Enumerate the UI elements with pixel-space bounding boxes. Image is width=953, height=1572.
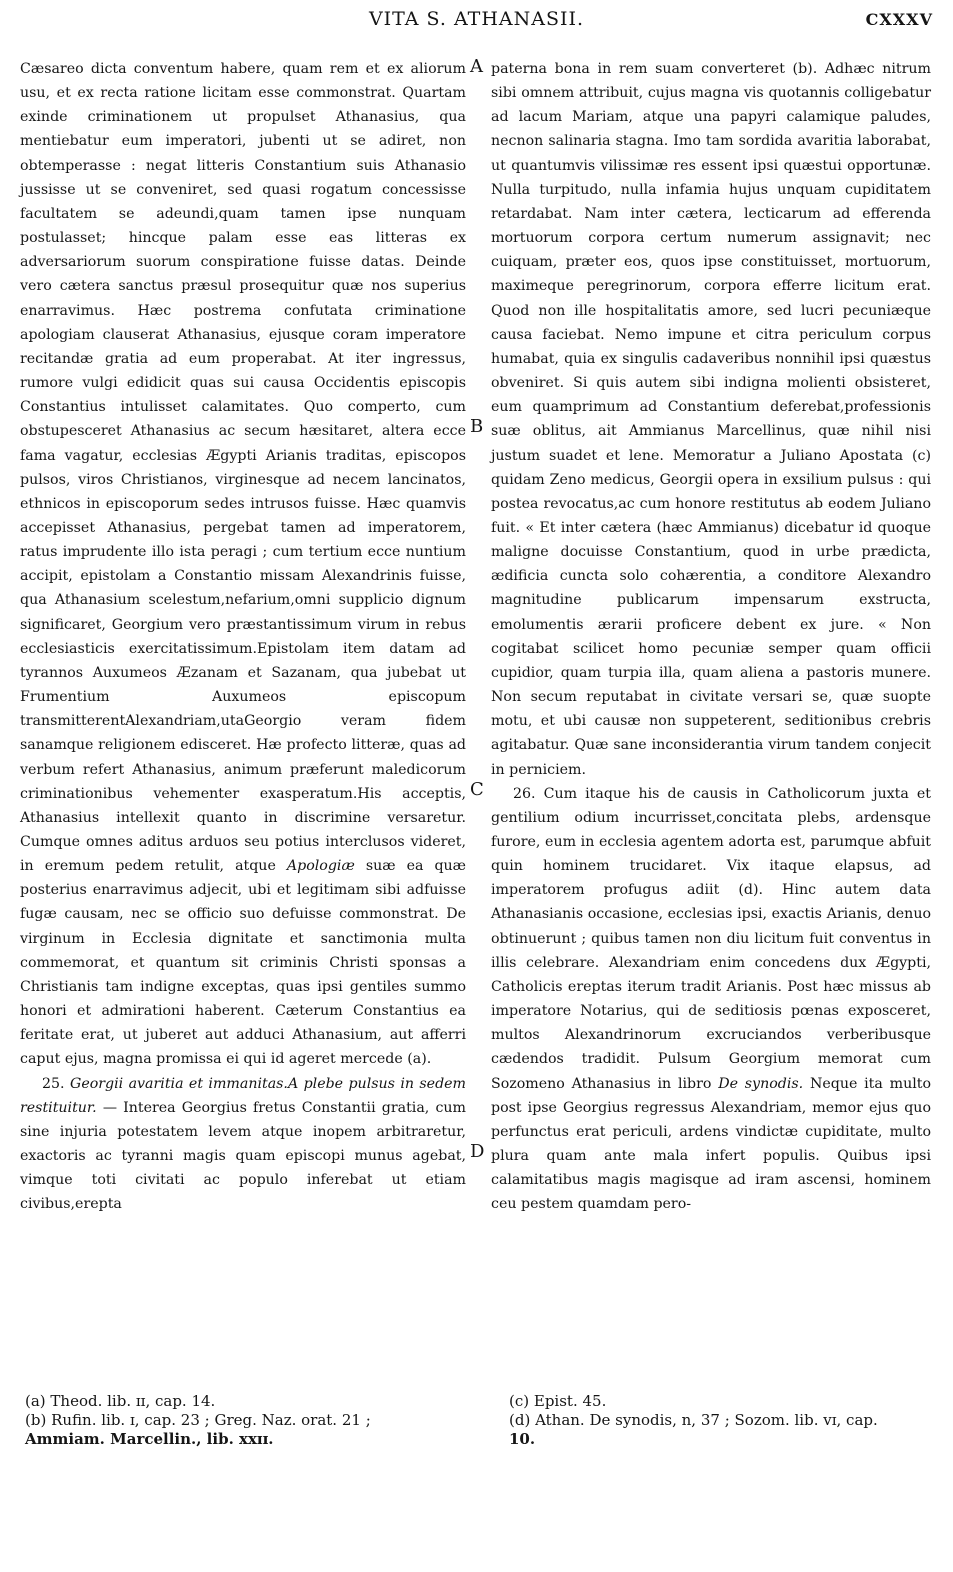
right-column — [491, 57, 931, 1213]
right-paragraph-continued: paterna bona in rem suam converteret (b). Adhæc nitrum sibi omnem attribuit, cujus magna vis quotannis colligebatur ad lacum Mariam, atque una papyri calamique paludes, necnon salinaria stagna. Imo tam sordida avaritia laborabat, ut quantumvis vilissimæ res essent ipsi quæstui opportunæ. Nulla turpitudo, nulla infamia hujus unquam cupiditatem retardabat. Nam inter cætera, lecticarum ad efferenda mortuorum corpora certum numerum assignavit; nec cuiquam, præter eos, quos ipse constituisset, mortuorum, maximeque peregrinorum, corpora efferre licitum erat. Quod non ille hospitalitatis amore, sed lucri pecuniæque causa faciebat. Nemo impune et citra periculum corpus humabat, quia ex singulis cadaveribus nonnihil ipsi quæstus obveniret. Si quis autem sibi indigna molienti obsisteret, eum quamprimum ad Constantium deferebat,professionis suæ oblitus, ait Ammianus Marcellinus, quæ nihil nisi justum suadet et lene. Memoratur a Juliano Apostata (c) quidam Zeno medicus, Georgii opera in exsilium pulsus : qui postea revocatus,ac cum honore restitutus ab eodem Juliano fuit. « Et inter cætera (hæc Ammianus) dicebatur id quoque maligne docuisse Constantium, quod in urbe prædicta, ædificia cuncta solo cohærentia, a conditore Alexandro magnitudine publicarum impensarum exstructa, emolumentis ærarii proficere debent ex jure. « Non cogitabat scilicet homo pecuniæ semper quam officii cupidior, quam turpia illa, quam aliena a pastoris munere. Non secum reputabat in civitate versari se, quæ suopte motu, et ubi causæ non suppeterent, seditionibus crebris agitabatur. Quæ sane inconsiderantia virum tandem conjecit in perniciem. — [491, 61, 931, 778]
page-number: CXXXV — [865, 10, 933, 29]
footnote-d-continued: 10. — [509, 1430, 536, 1448]
section-25 — [20, 1072, 466, 1217]
footnote-d: (d) Athan. De synodis, n, 37 ; Sozom. lib. vɪ, cap. — [509, 1411, 878, 1429]
footnote-c: (c) Epist. 45. — [509, 1392, 607, 1410]
footnote-a: (a) Theod. lib. ɪɪ, cap. 14. — [25, 1392, 216, 1410]
footnote-b-continued: Ammiam. Marcellin., lib. xxɪɪ. — [25, 1430, 274, 1448]
section-26-text-end: Neque ita multo post ipse Georgius regressus Alexandriam, memor ejus quo perfunctus erat periculi, ardens vindictæ cupiditate, multo plura quam ante mala infert populis. Quibus ipsi calamitatibus magis magisque ad iram ascensi, hominem ceu pestem quamdam pero- — [491, 1075, 931, 1213]
left-column — [20, 57, 467, 1213]
apologiae-italic: Apologiæ — [286, 858, 355, 875]
left-paragraph-continued — [20, 57, 466, 1072]
left-text-1: Cæsareo dicta conventum habere, quam rem et ex aliorum usu, et ex recta ratione licitam esse commonstrat. Quartam exinde criminationem ut propulset Athanasius, qua mentiebatur eum imperatori, jubenti ut se adiret, non obtemperasse : negat litteris Constantium suis Athanasio jussisse ut se conveniret, sed quasi rogatum concessisse facultatem se adeundi,quam tamen ipse nunquam postulasset; hincque palam esse eas litteras ex adversariorum suorum conspiratione fuisse datas. Deinde vero cætera sanctus præsul prosequitur quæ nos superius enarravimus. Hæc postrema confutata criminatione apologiam clauserat Athanasius, ejusque coram imperatore recitandæ gratia ad eum properabat. At iter ingressus, rumore vulgi edidicit quas sui causa Occidentis episcopis Constantius intulisset calamitates. Quo comperto, cum obstupesceret Athanasius ac secum hæsitaret, altera ecce fama vagatur, ecclesias Ægypti Arianis traditas, episcopos pulsos, viros Christianos, virginesque ad necem lancinatos, ethnicos in episcoporum sedes intrusos fuisse. Hæc quamvis accepisset Athanasius, pergebat tamen ad imperatorem, ratus imprudente illo ista peragi ; cum tertium ecce nuntium accipit, epistolam a Constantio missam Alexandrinis fuisse, qua Athanasium scelestum,nefarium,omni supplicio dignum significaret, Georgium vero præstantissimum virum in rebus ecclesiasticis exercitatissimum.Epistolam item datam ad tyrannos Auxumeos Æzanam et Sazanam, qua jubebat ut Frumentium Auxumeos episcopum transmitterentAlexandriam,utaGeorgio veram fidem sanamque religionem edisceret. Hæ profecto litteræ, quas ad verbum refert Athanasius, animum præferunt maledicorum criminationibus vehementer exasperatum.His acceptis, Athanasius intellexit quanto in discrimine versaretur. Cumque omnes aditus arduos seu potius interclusos videret, in eremum pedem retulit, atque — [20, 61, 466, 875]
margin-marker-a: A — [470, 56, 483, 77]
section-26 — [491, 782, 931, 1217]
section-26-text: 26. Cum itaque his de causis in Catholicorum juxta et gentilium odium incurrisset,concitata plebs, ardensque furore, eum in ecclesia agentem adorta est, parumque abfuit quin hominem trucidaret. Vix itaque elapsus, ad imperatorem profugus adiit (d). Hinc autem data Athanasianis occasione, ecclesias ipsi, exactis Arianis, denuo obtinuerunt ; quibus tamen non diu licitum fuit conventus in illis celebrare. Alexandriam enim concedens dux Ægypti, Catholicis ereptas iterum tradit Arianis. Post hæc missus ab imperatore Notarius, qui de seditiosis pœnas exposceret, multos Alexandrinorum excruciandos verberibusque cædendos tradidit. Pulsum Georgium memorat cum Sozomeno Athanasius in libro — [491, 785, 931, 1092]
section-25-title: Georgii avaritia et immanitas.A plebe pulsus in sedem restituitur. — [20, 1075, 466, 1116]
section-25-text: — Interea Georgius fretus Constantii gratia, cum sine injuria potestatem levem atque inopem arbitraretur, exactoris ac tyranni magis quam episcopi munus agebat, vimque toti civitati ac populo inferebat ut etiam civibus,erepta — [20, 1099, 466, 1213]
footnotes-right — [509, 1392, 934, 1449]
running-title: VITA S. ATHANASII. — [368, 8, 585, 30]
margin-marker-c: C — [470, 779, 484, 800]
margin-marker-d: D — [470, 1141, 485, 1162]
margin-marker-b: B — [470, 416, 484, 437]
footnote-b: (b) Rufin. lib. ɪ, cap. 23 ; Greg. Naz. orat. 21 ; — [25, 1411, 371, 1429]
de-synodis-italic: De synodis. — [718, 1075, 804, 1092]
section-number-25: 25. — [42, 1075, 65, 1092]
footnotes-left — [25, 1392, 470, 1449]
left-text-2: suæ ea quæ posterius enarravimus adjecit, ubi et legitimam sibi adfuisse fugæ causam, nec se officio suo defuisse commonstrat. De virginum in Ecclesia dignitate et sanctimonia multa commemorat, et quantum sit criminis Christi sponsas a Christianis tam indigne exceptas, quas ipsi gentiles summo honori et admirationi haberent. Cæterum Constantius ea feritate erat, ut juberet aut adduci Athanasium, aut afferri caput ejus, magna promissa ei qui id ageret mercede (a). — [20, 858, 467, 1068]
